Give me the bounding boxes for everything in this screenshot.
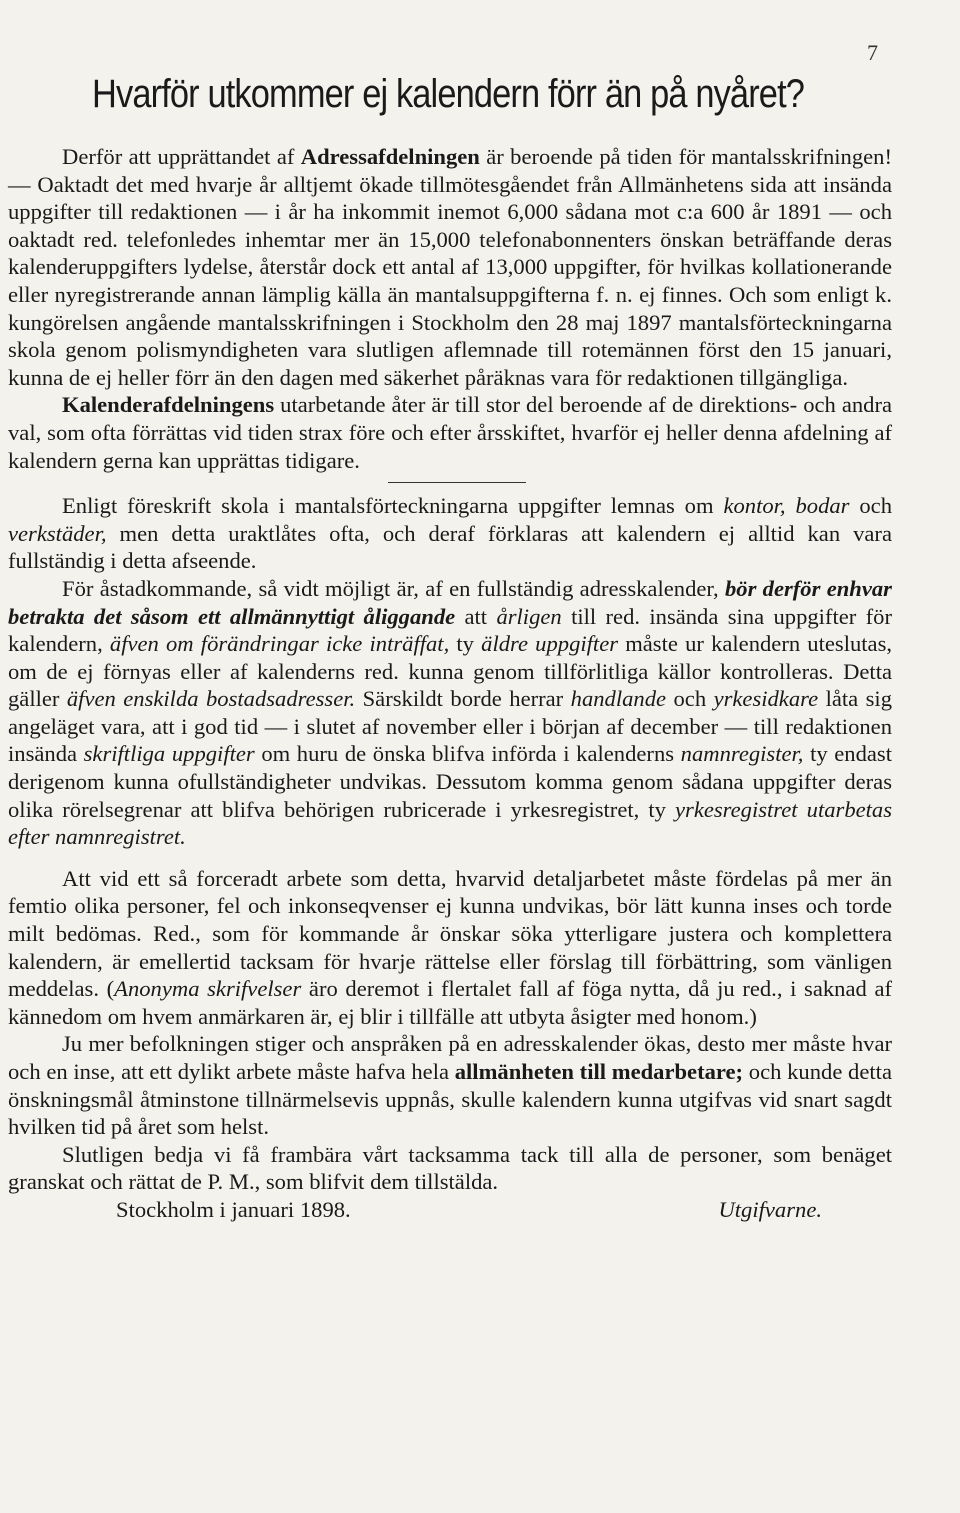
text: äro deremot i flertalet fall af föga nytta, då ju red., i saknad af kännedom om hvem anmärkaren är, ej blir i tillfälle att utbyta åsigter med honom.) [8,976,892,1029]
emphasis-italic: äldre uppgifter [481,631,619,657]
text: Slutligen bedja vi få frambära vårt tacksamma tack till alla de personer, som benäget granskat och rättat de P. M., som blifvit dem tillstälda. [8,1141,892,1195]
paragraph-befolkningen [8,1030,892,1140]
emphasis-italic: kontor, bodar [723,493,850,519]
paragraph-forcerat-arbete [8,865,892,1031]
text: låta sig angeläget vara, att i god tid — i slutet af november eller i början af december — till redaktionen insända [8,686,892,767]
text: Ju mer befolkningen stiger och anspråken på en adresskalender ökas, desto mer måste hvar och en inse, att ett dylikt arbete måste hafva hela [8,1031,892,1084]
text: är beroende på tiden för mantalsskrifningen! — Oaktadt det med hvarje år alltjemt ökade tillmötesgåendet från Allmänhetens sida att insända uppgifter till redaktionen — i år ha inkommit inemot 6,000 sådana mot c:a 600 år 1891 — och oaktadt red. telefonledes inhemtar mer än 15,000 telefonabonnenters önskan beträffande deras kalenderuppgifters lydelse, återstår dock ett antal af 13,000 uppgifter, för hvilkas kollationerande eller nyregistrerande annan lämplig källa än mantalsuppgifterna f. n. ej finnes. Och som enligt k. kungörelsen angående mantalsskrifningen i Stockholm den 28 maj 1897 mantalsförteckningarna skola genom polismyndigheten vara slutligen aflemnade till rotemännen först den 15 januari, kunna de ej heller förr än den dagen med säkerhet påräknas vara för redaktionen tillgängliga. [8,144,892,390]
paragraph-astadkommande [8,575,892,851]
text: Derför att upprättandet af [62,144,301,169]
text: om huru de önska blifva införda i kalenderns [254,741,681,767]
text: men detta uraktlåtes ofta, och deraf förklaras att kalendern ej alltid kan vara fullständig i detta afseende. [8,520,892,574]
emphasis-italic: årligen [496,603,562,629]
emphasis-bold: Kalenderafdelningens [62,392,275,418]
paragraph-slutligen [8,1141,892,1196]
signature-line [8,1196,892,1224]
emphasis-italic: äfven enskilda bostadsadresser. [66,686,356,712]
emphasis-italic: verkstäder, [8,520,107,546]
paragraph-adressafdelningen [8,143,892,391]
text: måste ur kalendern uteslutas, om de ej förnyas eller af kalenderns red. kunna genom tillförlitliga källor kontrolleras. Detta gäller [8,631,893,712]
text: ty [449,631,482,657]
text: Enligt föreskrift skola i mantalsförteckningarna uppgifter lemnas om [62,493,724,519]
emphasis-bold: allmänheten till medarbetare; [454,1059,744,1084]
paragraph-gap [8,851,892,865]
text: Att vid ett så forceradt arbete som detta, hvarvid detaljarbetet måste fördelas på mer än femtio olika personer, fel och inkonseqvenser ej kunna undvikas, bör lätt kunna inses och torde milt bedömas. Red., som för kommande år önskar söka ytterligare justera och komplettera kalendern, är emellertid tacksam för hvarje rättelse eller förslag till förbättring, som vänligen meddelas. ( [8,865,892,1002]
section-divider [388,482,526,483]
emphasis-italic: yrkesregistret utarbetas efter namnregistret. [8,796,893,850]
emphasis-bold-italic: bör derför enhvar betrakta det såsom ett allmännyttigt åliggande [8,575,892,629]
publisher-signature: Utgifvarne. [718,1196,822,1222]
emphasis-italic: äfven om förändringar icke inträffat, [109,631,450,657]
emphasis-italic: namnregister, [680,741,804,767]
page-number: 7 [867,40,878,65]
paragraph-kalenderafdelningen [8,391,892,474]
text: och kunde detta önskningsmål åtminstone tillnärmelsevis uppnås, skulle kalendern kunna utgifvas vid snart sagdt hvilken tid på året som helst. [8,1059,892,1140]
paragraph-foreskrift [8,492,892,575]
emphasis-italic: Anonyma skrifvelser [114,976,302,1002]
place-date: Stockholm i januari 1898. [116,1196,351,1222]
emphasis-italic: skriftliga uppgifter [83,741,255,767]
text: till red. insända sina uppgifter för kalendern, [8,603,892,657]
document-body [8,143,892,1224]
emphasis-italic: handlande [570,686,667,712]
text: ty endast derigenom kunna ofullständigheter undvikas. Dessutom komma genom sådana uppgifter deras olika rörelsegrenar att blifva behörigen rubricerade i yrkesregistret, ty [8,741,892,822]
text: Särskildt borde herrar [355,686,571,712]
text: utarbetande åter är till stor del beroende af de direktions- och andra val, som ofta förrättas vid tiden strax före och efter årsskiftet, hvarför ej heller denna afdelning af kalendern gerna kan upprättas tidigare. [8,392,892,473]
text: och [666,686,714,712]
text: och [849,493,892,519]
emphasis-bold: Adressafdelningen [300,144,480,169]
text: att [455,603,497,629]
emphasis-italic: yrkesidkare [713,686,819,712]
text: För åstadkommande, så vidt möjligt är, af en fullständig adresskalender, [62,575,725,601]
page-title: Hvarför utkommer ej kalendern förr än på nyåret? [92,72,805,116]
